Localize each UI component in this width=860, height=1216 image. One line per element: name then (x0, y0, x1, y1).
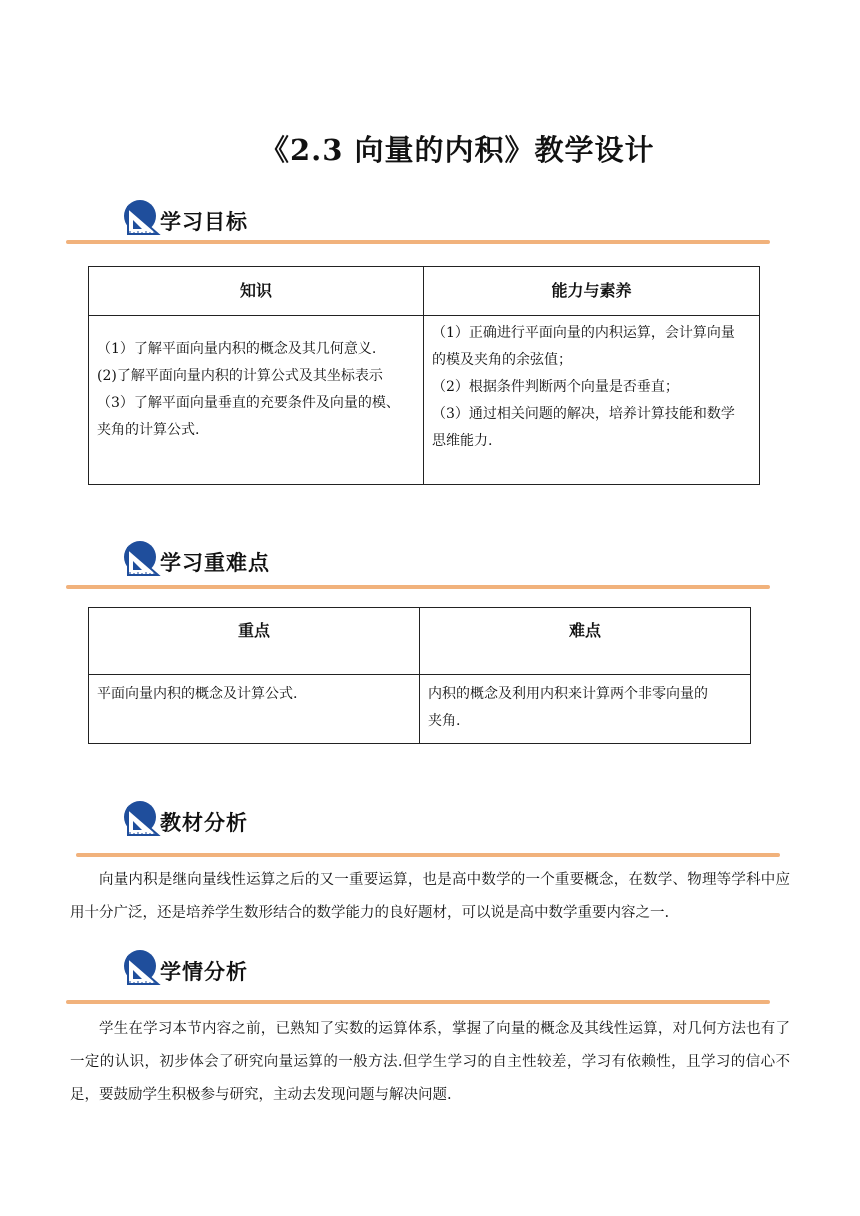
keypoints-difficult-line: 夹角. (428, 713, 461, 729)
section-heading-keypoints (118, 539, 518, 579)
goals-ability-line: （1）正确进行平面向量的内积运算，会计算向量 (432, 325, 735, 341)
section-divider (66, 585, 770, 589)
goals-ability-line: （3）通过相关问题的解决，培养计算技能和数学 (432, 406, 735, 422)
section-heading-material (118, 799, 518, 839)
keypoints-difficult-line: 内积的概念及利用内积来计算两个非零向量的 (428, 686, 708, 702)
goals-knowledge-line: （1）了解平面向量内积的概念及其几何意义. (97, 341, 377, 357)
goals-knowledge-line: 夹角的计算公式. (97, 422, 200, 438)
keypoints-header-difficult: 难点 (420, 608, 751, 675)
section-divider (66, 1000, 770, 1004)
triangle-ruler-icon (122, 948, 162, 988)
section-heading-label: 教材分析 (160, 811, 248, 835)
section-divider (76, 853, 780, 857)
goals-knowledge-line: (2)了解平面向量内积的计算公式及其坐标表示 (97, 368, 383, 384)
triangle-ruler-icon (122, 799, 162, 839)
section-heading-label: 学习重难点 (160, 551, 270, 575)
goals-knowledge-cell (89, 316, 424, 485)
keypoints-key-cell (89, 675, 420, 744)
triangle-ruler-icon (122, 539, 162, 579)
page-title: 《2.3 向量的内积》教学设计 (260, 133, 655, 167)
goals-ability-line: （2）根据条件判断两个向量是否垂直； (432, 379, 679, 395)
goals-table (88, 266, 760, 485)
keypoints-header-key: 重点 (89, 608, 420, 675)
section-divider (66, 240, 770, 244)
goals-ability-line: 思维能力. (432, 433, 493, 449)
section-heading-goals (118, 198, 518, 238)
triangle-ruler-icon (122, 198, 162, 238)
keypoints-key-line: 平面向量内积的概念及计算公式. (97, 686, 298, 702)
material-paragraph: 向量内积是继向量线性运算之后的又一重要运算，也是高中数学的一个重要概念，在数学、物理等学科中应用十分广泛，还是培养学生数形结合的数学能力的良好题材，可以说是高中数学重要内容之一. (70, 872, 790, 921)
goals-header-ability: 能力与素养 (424, 267, 760, 316)
keypoints-difficult-cell (420, 675, 751, 744)
learners-paragraph: 学生在学习本节内容之前，已熟知了实数的运算体系，掌握了向量的概念及其线性运算，对几何方法也有了一定的认识，初步体会了研究向量运算的一般方法.但学生学习的自主性较差，学习有依赖性，且学习的信心不足，要鼓励学生积极参与研究，主动去发现问题与解决问题. (70, 1021, 790, 1103)
section-heading-learners (118, 948, 518, 988)
goals-ability-line: 的模及夹角的余弦值； (432, 352, 572, 368)
goals-ability-cell (424, 316, 760, 485)
goals-header-knowledge: 知识 (89, 267, 424, 316)
section-heading-label: 学情分析 (160, 960, 248, 984)
keypoints-table (88, 607, 751, 744)
section-heading-label: 学习目标 (160, 210, 248, 234)
goals-knowledge-line: （3）了解平面向量垂直的充要条件及向量的模、 (97, 395, 400, 411)
